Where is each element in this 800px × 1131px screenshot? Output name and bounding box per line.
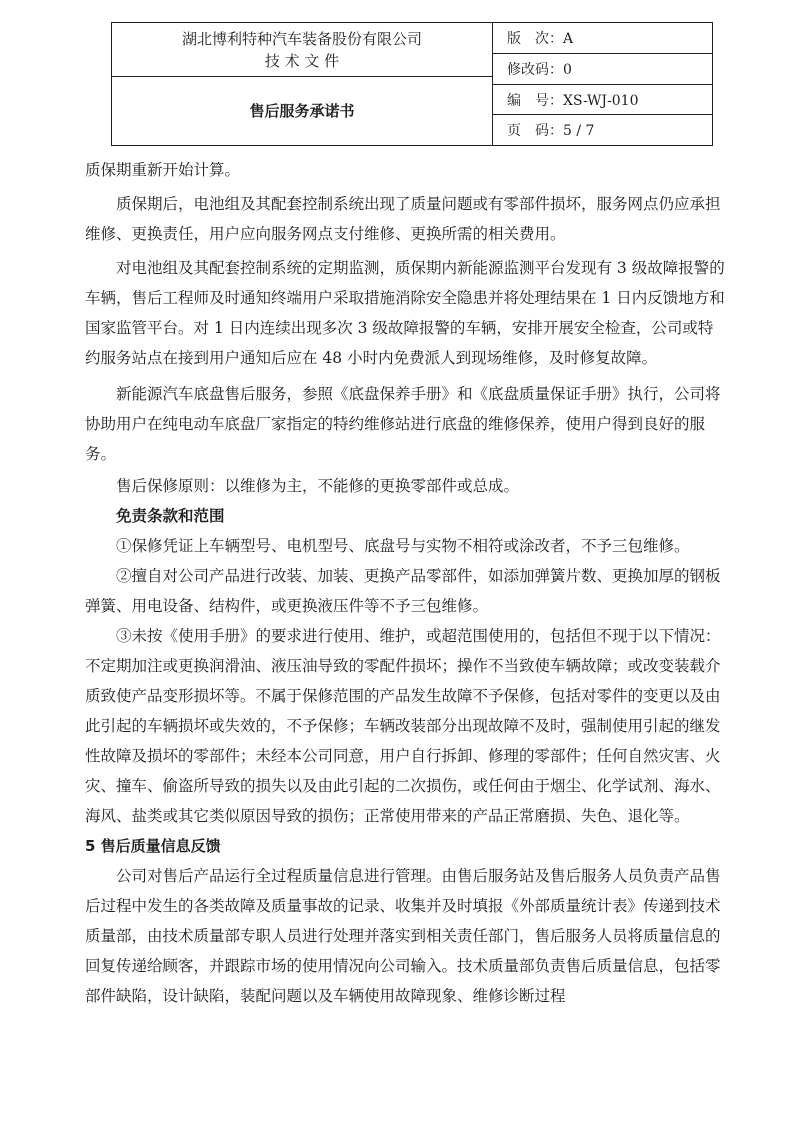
doc-type: 技 术 文 件 (264, 51, 340, 70)
paragraph: 质保期重新开始计算。 (85, 161, 241, 179)
paragraph: 公司对售后产品运行全过程质量信息进行管理。由售后服务站及售后服务人员负责产品售后过程中发生的各类故障及质量事故的记录、收集并及时填报《外部质量统计表》传递到技术质量部，由技术质量部专职人员进行处理并落实到相关责任部门，售后服务人员将质量信息的回复传递给顾客，并跟踪市场的使用情况向公司输入。技术质量部负责售后质量信息，包括零部件缺陷，设计缺陷，装配问题以及车辆使用故障现象、维修诊断过程 (85, 867, 721, 1005)
document-header-table (111, 22, 713, 146)
company-block (112, 23, 492, 76)
document-body (85, 155, 725, 1011)
version-field: 版 次：A (507, 31, 574, 47)
page-field: 页 码：5 / 7 (507, 123, 595, 139)
list-item: ③未按《使用手册》的要求进行使用、维护，或超范围使用的，包括但不现于以下情况：不定期加注或更换润滑油、液压油导致的零配件损坏；操作不当致使车辆故障；或改变装载介质致使产品变形损坏等。不属于保修范围的产品发生故障不予保修，包括对零件的变更以及由此引起的车辆损坏或失效的，不予保修；车辆改装部分出现故障不及时，强制使用引起的继发性故障及损坏的零部件；未经本公司同意，用户自行拆卸、修理的零部件；任何自然灾害、火灾、撞车、偷盗所导致的损失以及由此引起的二次损伤，或任何由于烟尘、化学试剂、海水、海风、盐类或其它类似原因导致的损伤；正常使用带来的产品正常磨损、失色、退化等。 (85, 627, 721, 825)
section-heading: 5 售后质量信息反馈 (85, 837, 221, 855)
paragraph: 质保期后，电池组及其配套控制系统出现了质量问题或有零部件损坏，服务网点仍应承担维修、更换责任，用户应向服务网点支付维修、更换所需的相关费用。 (85, 195, 721, 243)
company-name: 湖北博利特种汽车装备股份有限公司 (181, 29, 422, 48)
paragraph: 新能源汽车底盘售后服务，参照《底盘保养手册》和《底盘质量保证手册》执行，公司将协助用户在纯电动车底盘厂家指定的特约维修站进行底盘的维修保养，使用户得到良好的服务。 (85, 385, 721, 463)
list-item: ①保修凭证上车辆型号、电机型号、底盘号与实物不相符或涂改者，不予三包维修。 (116, 537, 690, 555)
number-field: 编 号：XS-WJ-010 (507, 93, 639, 109)
revision-field: 修改码：0 (507, 62, 572, 78)
section-heading: 免责条款和范围 (116, 506, 225, 525)
list-item: ②擅自对公司产品进行改装、加装、更换产品零部件，如添加弹簧片数、更换加厚的钢板弹簧、用电设备、结构件，或更换液压件等不予三包维修。 (85, 567, 721, 615)
document-title: 售后服务承诺书 (249, 102, 355, 120)
paragraph: 对电池组及其配套控制系统的定期监测，质保期内新能源监测平台发现有 3 级故障报警的车辆，售后工程师及时通知终端用户采取措施消除安全隐患并将处理结果在 1 日内反馈地方和国家监管平台。对 1 日内连续出现多次 3 级故障报警的车辆，安排开展安全检查，公司或特约服务站点在接到用户通知后应在 48 小时内免费派人到现场维修，及时修复故障。 (85, 259, 725, 367)
paragraph: 售后保修原则：以维修为主，不能修的更换零部件或总成。 (116, 477, 520, 495)
